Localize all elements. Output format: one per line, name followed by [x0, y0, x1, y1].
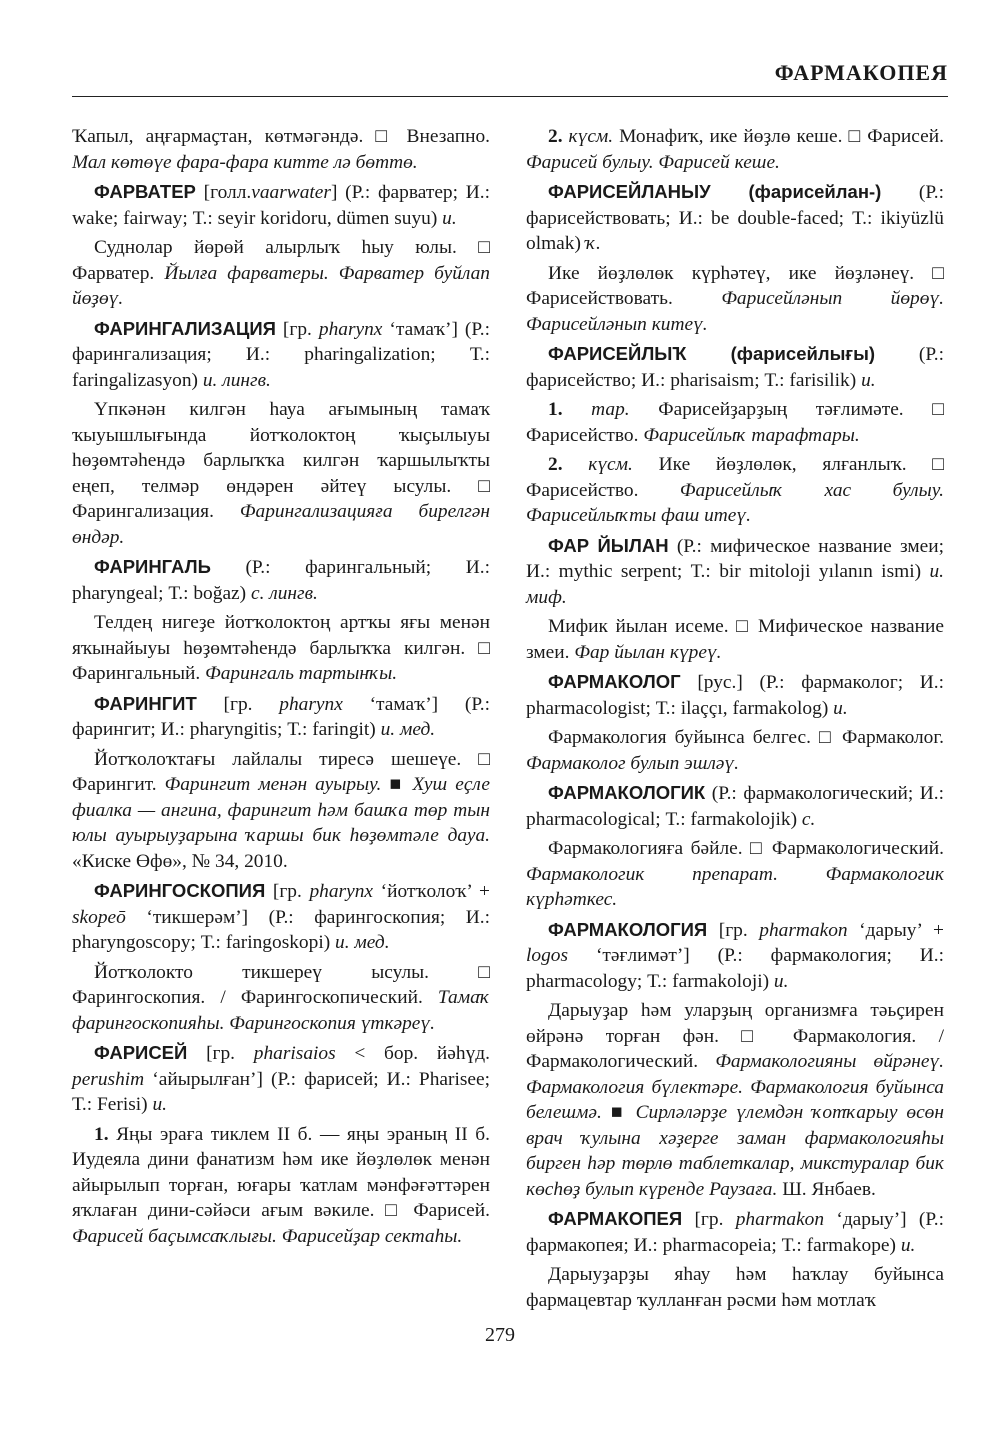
headword: ФАРМАКОПЕЯ: [548, 1208, 683, 1229]
entry-far-yylan: ФАР ЙЫЛАН (Р.: мифическое название змеи; И.: mythic serpent; Т.: bir mitoloji yılanın ismi) и. миф.: [526, 534, 944, 608]
headword: ФАРИСЕЙЛЫҠ (фарисейлығы): [548, 343, 876, 364]
definition: Телдең нигеҙе йотҡолоктоң артҡы яғы менән яҡынайыуы һөҙөмтәһендә барлыҡҡа килгән. □ Фарингальный. Фарингаль тартынҡы.: [72, 612, 490, 684]
entry-fariseylanyu: ФАРИСЕЙЛАНЫУ (фарисейлан-) (Р.: фарисействовать; И.: be double-faced; Т.: ikiyüzlü olmak) ҡ.: [526, 181, 944, 254]
entry-farmakologik: ФАРМАКОЛОГИК (Р.: фармакологический; И.: pharmacological; Т.: farmakolojik) с.: [526, 782, 944, 830]
headword: ФАРМАКОЛОГИК: [548, 782, 706, 803]
definition: Мифик йылан исеме. □ Мифическое название змеи. Фар йылан күреү.: [526, 616, 944, 663]
definition: Дарыуҙарҙы яһау һәм һаҡлау буйынса фармацевтар ҡулланған рәсми һәм мотлаҡ: [526, 1264, 944, 1311]
definition: 2. күсм. Ике йөҙлөлөк, ялғанлыҡ. □ Фарисейство. Фарисейлыҡ хас булыу. Фарисейлыҡты фаш итеү.: [526, 454, 944, 526]
headword: ФАРИСЕЙЛАНЫУ (фарисейлан-): [548, 181, 882, 202]
entry-farmakologiya: ФАРМАКОЛОГИЯ [гр. pharmakon ‘дарыу’ + logos ‘тәғлимәт’] (Р.: фармакология; И.: pharmacology; Т.: farmakoloji) и.: [526, 918, 944, 992]
definition: Суднолар йөрөй алырлыҡ һыу юлы. □ Фарватер. Йылға фарватеры. Фарватер буйлап йөҙөү.: [72, 237, 490, 309]
header-divider: [72, 96, 948, 97]
definition: Йотҡолокто тикшереү ысулы. □ Фарингоскопия. / Фарингоскопический. Тамаҡ фарингоскопияһы. Фарингоскопия үткәреү.: [72, 961, 490, 1034]
black-square-icon: ■: [610, 1102, 627, 1123]
definition: Фармакология буйынса белгес. □ Фармаколог. Фармаколог булып эшләү.: [526, 727, 944, 774]
headword: ФАР ЙЫЛАН: [548, 534, 669, 556]
entry-faringoskopiya: ФАРИНГОСКОПИЯ [гр. pharynx ‘йотҡолоҡ’ + skopeō ‘тикшерәм’] (Р.: фарингоскопия; И.: pharyngoscopy; Т.: faringoskopi) и. мед.: [72, 880, 490, 953]
black-square-icon: ■: [389, 774, 405, 795]
running-head: ФАРМАКОПЕЯ: [774, 60, 948, 85]
headword: ФАРИНГАЛИЗАЦИЯ: [94, 317, 276, 339]
definition: 1. тар. Фарисейҙарҙың тәғлимәте. □ Фарисейство. Фарисейлыҡ тарафтары.: [526, 399, 944, 446]
entry-faringal: ФАРИНГАЛЬ (Р.: фарингальный; И.: pharyngeal; Т.: boğaz) с. лингв.: [72, 556, 490, 604]
definition: Фармакологияға бәйле. □ Фармакологический. Фармакологик препарат. Фармакологик күрһәткес.: [526, 838, 944, 910]
headword: ФАРИНГАЛЬ: [94, 556, 211, 577]
entry-fariseylyk: ФАРИСЕЙЛЫҠ (фарисейлығы) (Р.: фарисейство; И.: pharisaism; Т.: farisilik) и.: [526, 343, 944, 391]
entry-farisey: ФАРИСЕЙ [гр. pharisaios < бор. йәһүд. perushim ‘айырылған’] (Р.: фарисей; И.: Pharisee; Т.: Ferisi) и.: [72, 1042, 490, 1115]
headword: ФАРИНГОСКОПИЯ: [94, 880, 266, 901]
right-column: [526, 124, 944, 1317]
headword: ФАРИНГИТ: [94, 692, 197, 714]
entry-continuation: Ҡапыл, аңғармаҫтан, көтмәгәндә. □ Внезапно. Мал көтөүе фара-фара китте лә бөттө.: [72, 126, 490, 173]
entry-farmakopeya: ФАРМАКОПЕЯ [гр. pharmakon ‘дарыу’] (Р.: фармакопея; И.: pharmacopeia; Т.: farmakope) и.: [526, 1208, 944, 1256]
headword: ФАРМАКОЛОГ: [548, 671, 681, 692]
entry-faringit: ФАРИНГИТ [гр. pharynx ‘тамаҡ’] (Р.: фарингит; И.: pharyngitis; Т.: faringit) и. мед.: [72, 692, 490, 740]
definition: Дарыуҙар һәм уларҙың организмға тәьҫирен өйрәнә торған фән. □ Фармакология. / Фармакологический. Фармакологияны өйрәнеү. Фармакология бүлектәре. Фармакология буйынса белешмә. ■ Сирләләрҙе үлемдән ҡотҡарыу өсөн врач ҡулына хәҙерге заман фармакологияһы бирген һәр төрлө таблеткалар, микстуралар бик көсһөҙ булып күренде Раузаға. Ш. Янбаев.: [526, 1000, 944, 1200]
page-number: 279: [485, 1324, 515, 1346]
entry-faringalizaciya: ФАРИНГАЛИЗАЦИЯ [гр. pharynx ‘тамаҡ’] (Р.: фарингализация; И.: pharingalization; Т.: faringalizasyon) и. лингв.: [72, 317, 490, 391]
headword: ФАРИСЕЙ: [94, 1042, 188, 1063]
definition: 1. Яңы эраға тиклем II б. — яңы эраның II б. Иудеяла дини фанатизм һәм ике йөҙлөлөк менән айырылып торған, юғары ҡатлам мәнфәғәттәрен яҡлаған дини-сәйәси ағым вәкиле. □ Фарисей. Фарисей баҫымсаҡлығы. Фарисейҙар сектаһы.: [72, 1123, 490, 1247]
entry-farmakolog: ФАРМАКОЛОГ [рус.] (Р.: фармаколог; И.: pharmacologist; Т.: ilaççı, farmakolog) и.: [526, 671, 944, 719]
entry-farvater: ФАРВАТЕР [голл.vaarwater] (Р.: фарватер; И.: wake; fairway; Т.: seyir koridoru, dümen suyu) и.: [72, 181, 490, 229]
headword: ФАРВАТЕР: [94, 181, 196, 202]
headword: ФАРМАКОЛОГИЯ: [548, 918, 708, 940]
left-column: [72, 124, 490, 1253]
definition: Үпкәнән килгән һауа ағымының тамаҡ ҡыуышлығында йотҡолоктоң ҡыҫылыуы һөҙөмтәһендә барлыҡҡа килгән ҡаршылыҡты еңеп, телмәр өндәрен әйтеү ысулы. □ Фарингализация. Фарингализацияға бирелгән өндәр.: [72, 399, 490, 548]
definition: Ике йөҙлөлөк күрһәтеү, ике йөҙләнеү. □ Фарисействовать. Фарисейләнып йөрөү. Фарисейләнып китеү.: [526, 262, 944, 335]
definition: Йотҡолоҡтағы лайлалы тиресә шешеүе. □ Фарингит. Фарингит менән ауырыу. ■ Хуш еҫле фиалка — ангина, фарингит һәм башҡа төр тын юлы ауырыуҙарына ҡаршы бик һөҙөмтәле дауа. «Киске Өфө», № 34, 2010.: [72, 748, 490, 872]
definition: 2. күсм. Монафиҡ, ике йөҙлө кеше. □ Фарисей. Фарисей булыу. Фарисей кеше.: [526, 126, 944, 173]
